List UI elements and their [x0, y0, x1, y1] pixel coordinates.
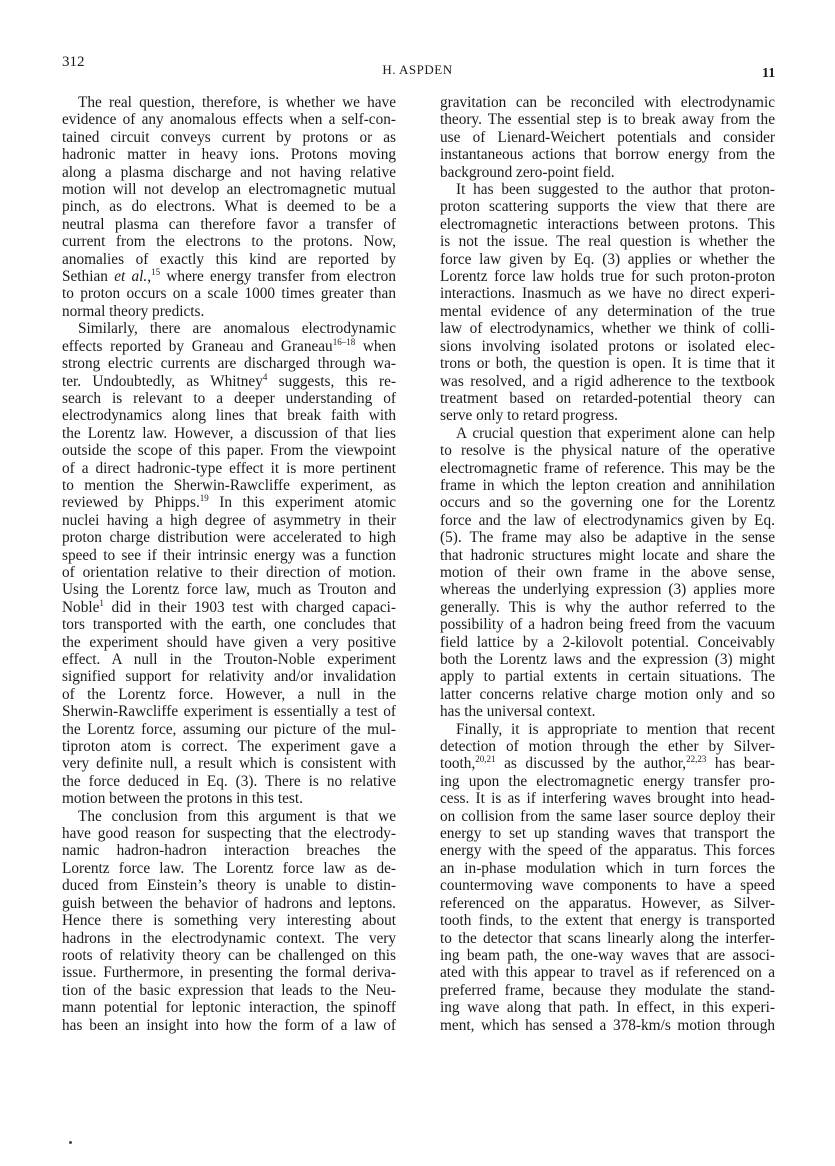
text-line	[62, 738, 396, 755]
text-line	[440, 129, 775, 146]
text-line	[62, 808, 396, 825]
text-segment: proton charge distribution were accelerated to high	[62, 529, 396, 547]
text-segment: is not the issue. The real question is whether the	[440, 233, 775, 251]
text-line	[440, 390, 775, 407]
text-line	[62, 320, 396, 337]
text-line	[440, 825, 775, 842]
text-line	[440, 877, 775, 894]
text-segment: has bear-	[706, 755, 775, 773]
text-line	[440, 755, 775, 772]
text-segment: hadronic matter in heavy ions. Protons moving	[62, 146, 396, 164]
text-line	[62, 338, 396, 355]
text-line	[62, 564, 396, 581]
text-line	[62, 251, 396, 268]
text-line	[440, 460, 775, 477]
text-line	[62, 773, 396, 790]
issue-number: 11	[762, 66, 776, 81]
text-line	[62, 373, 396, 390]
text-segment: detection of motion through the ether by Silver-	[440, 738, 775, 756]
text-line	[62, 146, 396, 163]
text-line	[62, 982, 396, 999]
stray-dot-mark	[69, 1141, 72, 1144]
running-head: H. ASPDEN	[382, 62, 453, 77]
text-segment: possibility of a hadron being freed from the vacuum	[440, 616, 775, 634]
text-segment: to proton occurs on a scale 1000 times greater than	[62, 285, 396, 303]
text-line	[440, 668, 775, 685]
text-line	[62, 442, 396, 459]
text-line	[62, 512, 396, 529]
text-line	[440, 494, 775, 511]
text-segment: normal theory predicts.	[62, 302, 205, 320]
text-segment: has been an insight into how the form of a law of	[62, 1016, 396, 1034]
text-segment: search is relevant to a deeper understanding of	[62, 389, 396, 407]
text-segment: sions involving isolated protons or isolated elec-	[440, 337, 775, 355]
text-segment: neutral plasma can therefore favor a transfer of	[62, 215, 396, 233]
text-line	[62, 164, 396, 181]
text-segment: of a direct hadronic-type effect it is more pertinent	[62, 459, 396, 477]
text-line	[440, 616, 775, 633]
text-line	[440, 164, 775, 181]
text-line	[440, 111, 775, 128]
text-segment: pinch, as do electrons. What is deemed to be a	[62, 198, 396, 216]
text-segment: Hence there is something very interesting about	[62, 912, 396, 930]
text-line	[62, 494, 396, 511]
text-segment: ing upon the electromagnetic energy transfer pro-	[440, 772, 775, 790]
text-segment: has the universal context.	[440, 703, 596, 721]
text-segment: did in their 1903 test with charged capaci-	[103, 598, 396, 616]
text-line	[440, 198, 775, 215]
text-segment: generally. This is why the author referred to the	[440, 598, 775, 616]
text-line	[62, 912, 396, 929]
text-segment: It has been suggested to the author that proton-	[456, 181, 775, 199]
text-segment: Similarly, there are anomalous electrodynamic	[78, 320, 396, 338]
text-segment: tooth,	[440, 755, 476, 773]
text-segment: hadrons in the electrodynamic context. The very	[62, 929, 396, 947]
text-segment: ated with this appear to travel as if referenced on a	[440, 964, 775, 982]
text-segment: electrodynamics along lines that break faith with	[62, 407, 396, 425]
text-segment: countermoving wave components to have a speed	[440, 877, 775, 895]
text-line	[440, 320, 775, 337]
text-segment: motion will not develop an electromagnetic mutual	[62, 181, 396, 199]
text-segment: namic hadron-hadron interaction breaches the	[62, 842, 396, 860]
text-segment: motion between the protons in this test.	[62, 790, 303, 808]
text-segment: duced from Einstein’s theory is unable to distin-	[62, 877, 396, 895]
text-segment: trons or both, the question is open. It is time that it	[440, 355, 775, 373]
text-segment: gravitation can be reconciled with electrodynamic	[440, 94, 775, 111]
text-line	[440, 634, 775, 651]
text-segment: ing wave along that path. In effect, in this experi-	[440, 999, 775, 1017]
text-segment: to resolve is the physical nature of the operative	[440, 442, 775, 460]
text-line	[62, 895, 396, 912]
text-line	[440, 233, 775, 250]
left-column	[62, 94, 396, 1034]
text-line	[62, 111, 396, 128]
text-line	[62, 129, 396, 146]
text-line	[62, 233, 396, 250]
text-line	[62, 651, 396, 668]
text-segment: when	[355, 337, 396, 355]
text-segment: Sherwin-Rawcliffe experiment is essentially a test of	[62, 703, 396, 721]
text-line	[62, 947, 396, 964]
text-line	[440, 94, 775, 111]
text-line	[62, 930, 396, 947]
text-segment: treatment based on retarded-potential theory can	[440, 389, 775, 407]
text-segment: that hadronic structures might locate and share the	[440, 546, 775, 564]
text-segment: electromagnetic frame of reference. This may be the	[440, 459, 775, 477]
text-line	[62, 477, 396, 494]
text-line	[62, 94, 396, 111]
text-line	[62, 581, 396, 598]
text-line	[440, 338, 775, 355]
text-line	[440, 285, 775, 302]
text-segment: tors transported with the earth, one concludes that	[62, 616, 396, 634]
text-line	[440, 373, 775, 390]
text-segment: roots of relativity theory can be challenged on this	[62, 946, 396, 964]
text-segment: Lorentz force law. The Lorentz force law as de-	[62, 859, 396, 877]
text-line	[440, 686, 775, 703]
text-segment: was resolved, and a rigid adherence to the textbook	[440, 372, 775, 390]
text-segment: motion of their own frame in the above sense,	[440, 563, 775, 581]
text-segment: mental evidence of any determination of the true	[440, 302, 775, 320]
text-segment: guish between the behavior of hadrons and leptons.	[62, 894, 396, 912]
text-segment: tained circuit conveys current by protons or as	[62, 128, 396, 146]
text-line	[440, 982, 775, 999]
text-segment: instantaneous actions that borrow energy from the	[440, 146, 775, 164]
citation-superscript: 16–18	[332, 337, 356, 347]
text-segment: strong electric currents are discharged through wa-	[62, 355, 396, 373]
text-line	[62, 825, 396, 842]
page-number: 312	[62, 54, 85, 70]
citation-superscript: 22,23	[686, 755, 707, 765]
text-line	[62, 964, 396, 981]
text-line	[440, 964, 775, 981]
text-segment: referenced on the apparatus. However, as Silver-	[440, 894, 775, 912]
text-segment: the Lorentz law. However, a discussion of that lies	[62, 424, 396, 442]
text-line	[440, 999, 775, 1016]
citation-superscript: 15	[151, 268, 161, 278]
text-segment: effects reported by Graneau and Graneau	[62, 337, 333, 355]
text-segment: reviewed by Phipps.	[62, 494, 200, 512]
citation-superscript: 20,21	[475, 755, 496, 765]
citation-superscript: 1	[99, 598, 104, 608]
text-segment: occurs and so the governing one for the Lorentz	[440, 494, 775, 512]
text-line	[440, 251, 775, 268]
text-segment: where energy transfer from electron	[160, 268, 396, 286]
text-segment: preferred frame, because they modulate the stand-	[440, 981, 775, 999]
text-segment: energy to set up standing waves that transport the	[440, 825, 775, 843]
text-line	[62, 216, 396, 233]
text-line	[62, 616, 396, 633]
text-line	[62, 755, 396, 772]
text-segment: have good reason for suspecting that the electrody-	[62, 825, 396, 843]
text-line	[62, 529, 396, 546]
text-segment: the Lorentz force, assuming our picture of the mul-	[62, 720, 396, 738]
text-line	[440, 581, 775, 598]
text-segment: electromagnetic interactions between protons. This	[440, 215, 775, 233]
text-segment: Sethian	[62, 268, 115, 286]
text-segment: an in-phase modulation which in turn forces the	[440, 859, 775, 877]
text-segment: on collision from the same laser source deploy their	[440, 807, 775, 825]
text-segment: issue. Furthermore, in presenting the formal deriva-	[62, 964, 396, 982]
text-line	[62, 198, 396, 215]
text-segment: current from the electrons to the protons. Now,	[62, 233, 396, 251]
text-segment: force law given by Eq. (3) applies or whether the	[440, 250, 775, 268]
text-segment: ,	[147, 268, 152, 286]
text-line	[62, 599, 396, 616]
text-segment: background zero-point field.	[440, 163, 615, 181]
text-segment: as discussed by the author,	[495, 755, 687, 773]
text-line	[440, 703, 775, 720]
text-line	[62, 303, 396, 320]
text-line	[440, 216, 775, 233]
right-column	[440, 94, 775, 1034]
text-line	[440, 1017, 775, 1034]
text-line	[440, 181, 775, 198]
text-line	[440, 512, 775, 529]
text-segment: frame in which the lepton creation and annihilation	[440, 476, 775, 494]
text-segment: law of electrodynamics, whether we think of colli-	[440, 320, 775, 338]
text-segment: evidence of any anomalous effects when a self-con-	[62, 111, 396, 129]
text-segment: tion of the basic expression that leads to the Neu-	[62, 981, 396, 999]
text-line	[440, 842, 775, 859]
text-segment: ing beam path, the one-way waves that are associ-	[440, 946, 775, 964]
text-segment: to the detector that scans linearly along the interfer-	[440, 929, 775, 947]
text-segment: of the Lorentz force. However, a null in the	[62, 685, 396, 703]
text-line	[440, 355, 775, 372]
text-segment: tiproton atom is correct. The experiment gave a	[62, 738, 396, 756]
text-line	[62, 181, 396, 198]
text-line	[62, 1017, 396, 1034]
text-segment: field lattice by a 2-kilovolt potential. Conceivably	[440, 633, 775, 651]
text-line	[440, 477, 775, 494]
text-line	[440, 860, 775, 877]
text-line	[440, 808, 775, 825]
text-segment: latter concerns relative charge motion only and so	[440, 685, 775, 703]
text-line	[62, 460, 396, 477]
text-segment: nuclei having a high degree of asymmetry in their	[62, 511, 396, 529]
text-segment: serve only to retard progress.	[440, 407, 618, 425]
text-segment: Finally, it is appropriate to mention that recent	[456, 720, 775, 738]
text-line	[62, 721, 396, 738]
text-segment: the force deduced in Eq. (3). There is no relative	[62, 772, 396, 790]
text-segment: The conclusion from this argument is that we	[78, 807, 396, 825]
text-line	[440, 564, 775, 581]
text-segment: very definite null, a result which is consistent with	[62, 755, 396, 773]
text-segment: whereas the underlying expression (3) applies more	[440, 581, 775, 599]
text-line	[62, 999, 396, 1016]
text-segment: speed to see if their intrinsic energy was a function	[62, 546, 396, 564]
text-line	[440, 773, 775, 790]
text-segment: anomalies of exactly this kind are reported by	[62, 250, 396, 268]
text-segment: to mention the Sherwin-Rawcliffe experiment, as	[62, 476, 396, 494]
text-line	[440, 268, 775, 285]
text-line	[62, 634, 396, 651]
text-line	[62, 668, 396, 685]
text-segment: In this experiment atomic	[208, 494, 396, 512]
text-segment: both the Lorentz laws and the expression (3) might	[440, 651, 775, 668]
text-line	[440, 912, 775, 929]
text-line	[62, 790, 396, 807]
text-segment: (5). The frame may also be adaptive in the sense	[440, 529, 775, 547]
text-segment: Noble	[62, 598, 100, 616]
text-segment: force and the law of electrodynamics given by Eq.	[440, 511, 775, 529]
text-segment: use of Lienard-Weichert potentials and consider	[440, 128, 775, 146]
text-segment: et al.	[114, 268, 148, 286]
text-line	[62, 407, 396, 424]
text-line	[440, 146, 775, 163]
text-segment: Lorentz force law holds true for such proton-proton	[440, 268, 775, 286]
text-segment: of orientation relative to their direction of motion.	[62, 563, 396, 581]
text-segment: The real question, therefore, is whether we have	[78, 94, 396, 111]
text-segment: A crucial question that experiment alone can help	[456, 424, 775, 442]
text-segment: signified support for relativity and/or invalidation	[62, 668, 396, 686]
text-segment: along a plasma discharge and not having relative	[62, 163, 396, 181]
text-line	[440, 442, 775, 459]
text-line	[440, 721, 775, 738]
text-segment: ment, which has sensed a 378-km/s motion through	[440, 1016, 775, 1034]
text-line	[440, 303, 775, 320]
text-line	[440, 895, 775, 912]
text-segment: tooth finds, to the extent that energy is transported	[440, 912, 775, 930]
text-line	[62, 425, 396, 442]
text-line	[62, 547, 396, 564]
text-line	[440, 790, 775, 807]
text-segment: apply to partial extents in certain situations. The	[440, 668, 775, 686]
text-line	[62, 842, 396, 859]
text-segment: mann potential for leptonic interaction, the spinoff	[62, 999, 396, 1017]
citation-superscript: 4	[262, 372, 268, 382]
text-line	[440, 599, 775, 616]
text-line	[62, 860, 396, 877]
text-line	[440, 738, 775, 755]
text-segment: outside the scope of this paper. From the viewpoint	[62, 442, 396, 460]
text-segment: interactions. Inasmuch as we have no direct experi-	[440, 285, 775, 303]
text-line	[440, 930, 775, 947]
text-segment: effect. A null in the Trouton-Noble experiment	[62, 651, 396, 668]
text-line	[440, 407, 775, 424]
text-line	[62, 285, 396, 302]
text-segment: Using the Lorentz force law, much as Trouton and	[62, 581, 396, 599]
text-line	[62, 390, 396, 407]
text-line	[440, 947, 775, 964]
citation-superscript: 19	[199, 494, 209, 504]
text-segment: cess. It is as if interfering waves brought into head-	[440, 790, 775, 808]
text-line	[62, 268, 396, 285]
text-line	[440, 651, 775, 668]
text-line	[440, 547, 775, 564]
text-line	[440, 529, 775, 546]
text-segment: ter. Undoubtedly, as Whitney	[62, 372, 263, 390]
text-line	[440, 425, 775, 442]
text-line	[62, 686, 396, 703]
text-segment: the experiment should have given a very positive	[62, 633, 396, 651]
text-segment: theory. The essential step is to break away from the	[440, 111, 775, 129]
text-segment: suggests, this re-	[267, 372, 396, 390]
text-line	[62, 355, 396, 372]
text-line	[62, 703, 396, 720]
text-segment: proton scattering supports the view that there are	[440, 198, 775, 216]
text-segment: energy with the speed of the apparatus. This forces	[440, 842, 775, 860]
text-line	[62, 877, 396, 894]
